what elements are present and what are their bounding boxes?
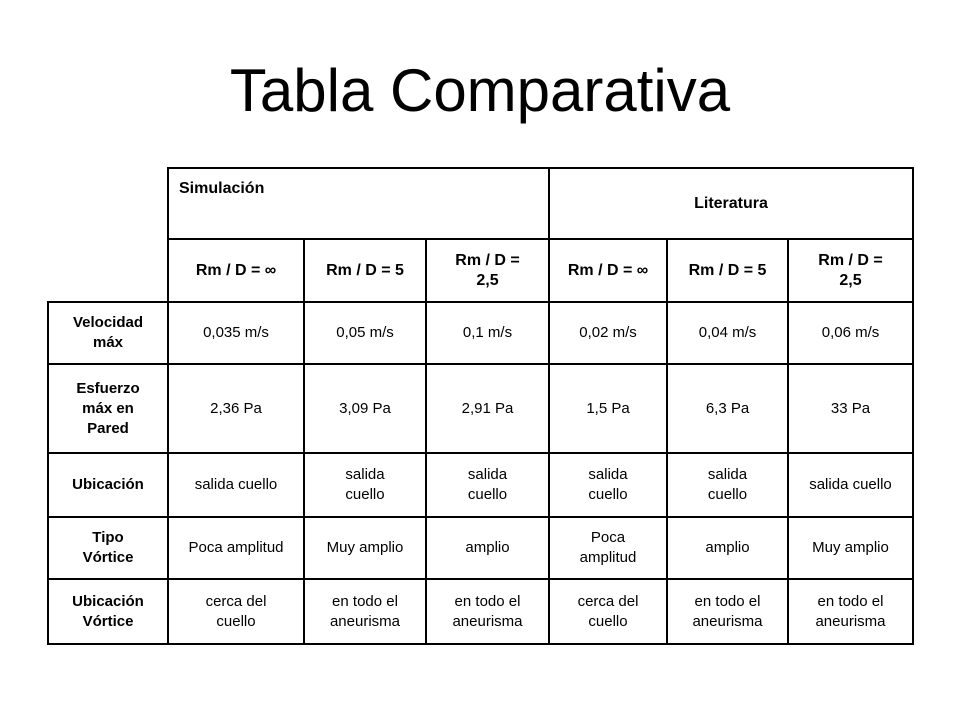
group-header-literatura: Literatura [694, 194, 768, 212]
table-cell: 6,3 Pa [705, 399, 750, 417]
column-header: Rm / D = ∞ [567, 261, 649, 279]
table-cell: salida cuello [345, 466, 385, 503]
column-header: Rm / D = 5 [688, 261, 767, 279]
table-cell: 0,05 m/s [336, 324, 394, 341]
table-cell: salida cuello [194, 476, 278, 493]
table-cell: 0,04 m/s [698, 324, 757, 341]
table-cell: 33 Pa [830, 399, 871, 417]
column-header: Rm / D = 2,5 [818, 251, 883, 289]
table-cell: 2,91 Pa [461, 399, 514, 417]
row-label-esfuerzo: Esfuerzo máx en Pared [76, 379, 140, 437]
row-label-tipo-vortice: Tipo Vórtice [82, 529, 134, 566]
page-title: Tabla Comparativa [229, 57, 731, 124]
table-cell: Poca amplitud [579, 529, 637, 566]
table-cell: amplio [705, 539, 750, 556]
table-cell: 2,36 Pa [210, 399, 262, 417]
table-cell: en todo el aneurisma [815, 592, 886, 630]
table-cell: en todo el aneurisma [692, 592, 763, 630]
table-cell: Muy amplio [326, 539, 404, 556]
table-cell: 3,09 Pa [339, 399, 391, 417]
table-cell: 0,02 m/s [579, 324, 637, 341]
table-cell: cerca del cuello [205, 592, 267, 630]
table-cell: en todo el aneurisma [329, 592, 401, 630]
table-cell: salida cuello [809, 476, 892, 493]
table-cell: 0,06 m/s [821, 324, 880, 341]
column-header: Rm / D = 2,5 [455, 251, 520, 289]
column-header: Rm / D = 5 [326, 261, 404, 279]
table-cell: 1,5 Pa [586, 399, 630, 417]
table-cell: 0,1 m/s [462, 324, 513, 341]
table-cell: salida cuello [707, 466, 748, 503]
table-cell: en todo el aneurisma [452, 592, 523, 630]
table-cell: salida cuello [588, 466, 628, 503]
table-cell: Muy amplio [812, 539, 889, 556]
table-cell: salida cuello [467, 466, 508, 503]
table-line [912, 167, 914, 645]
row-label-ubicacion-vortice: Ubicación Vórtice [72, 592, 144, 630]
group-header-simulacion: Simulación [179, 180, 265, 197]
table-line [47, 643, 914, 645]
column-header: Rm / D = ∞ [195, 261, 277, 279]
table-cell: Poca amplitud [188, 539, 284, 556]
row-label-ubicacion: Ubicación [72, 476, 144, 493]
row-label-velocidad: Velocidad máx [72, 314, 144, 351]
table-cell: amplio [465, 539, 510, 556]
table-cell: cerca del cuello [577, 592, 639, 630]
table-cell: 0,035 m/s [203, 324, 269, 341]
